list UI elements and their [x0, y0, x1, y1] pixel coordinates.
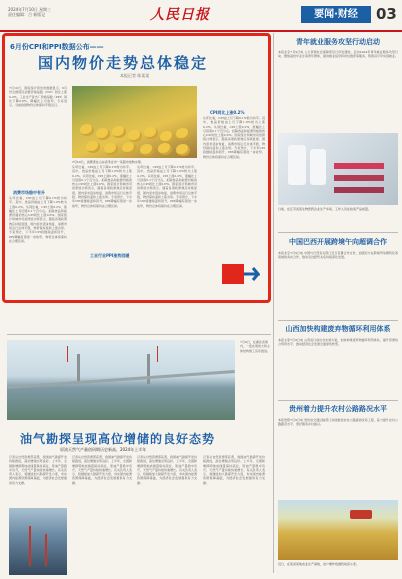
second-headline: 油气勘探呈现高位增储的良好态势 [20, 432, 216, 446]
lead-byline: 本报记者 陈某某 [120, 73, 150, 78]
fruit-market-photo [72, 86, 197, 158]
masthead-date [8, 7, 118, 17]
fruit-photo-caption: 7月10日，消费者在山东省枣庄市一家超市选购水果。 [72, 160, 144, 164]
newspaper-logo: 人民日报 [150, 7, 210, 23]
section-logo-icon [222, 262, 260, 286]
lead-body-col-2: 从环比看，CPI由上月下降0.1%转为持平。其中，食品价格由上月下降1.0%转为上涨0.2%。从同比看，CPI上涨0.2%，涨幅比上月回落0.1个百分点。扣除食品和能源价格的核心CPI同比上涨0.6%。国家统计局城市司首席统计师表示，随着各项政策效应持续显现，国内需求逐步恢复，消费市场运行总体平稳，物价保持温和上涨态势。专家预计，下半年CPI将继续温和回升，PPI降幅有望进一步收窄，物价总体将保持在合理区间。 [72, 165, 132, 208]
right-story-1 [278, 37, 398, 138]
masthead [0, 0, 402, 32]
right-story-1-headline: 青年就业服务攻坚行动启动 [296, 38, 380, 46]
page-number: 03 [376, 5, 397, 23]
divider [7, 334, 271, 335]
second-subhead: 原油天然气产量创同期历史新高，2024年上半年 [60, 447, 147, 452]
lead-body-col-4: 从环比看，CPI由上月下降0.1%转为持平。其中，食品价格由上月下降1.0%转为上涨0.2%。从同比看，CPI上涨0.2%，涨幅比上月回落0.1个百分点。扣除食品和能源价格的核心CPI同比上涨0.6%。国家统计局城市司首席统计师表示，随着各项政策效应持续显现，国内需求逐步恢复，消费市场运行总体平稳，物价保持温和上涨态势。专家预计，下半年CPI将继续温和回升，PPI降幅有望进一步收窄，物价总体将保持在合理区间。 [203, 116, 265, 159]
divider [278, 232, 398, 233]
lead-subhead-3: 工业行业PPI涨势回暖 [90, 253, 130, 258]
right-story-2 [278, 237, 398, 319]
right-story-3 [278, 324, 398, 402]
right-story-3-text: 本报太原7月9日电 山西省日前出台实施方案，加快构建废弃物循环利用体系，提升资源综合利用水平，推动经济社会发展全面绿色转型。 [278, 338, 398, 347]
right-story-4-headline: 贵州着力提升农村公路路况水平 [289, 405, 387, 413]
bridge-photo-caption: 7月9日，在湖北省境内，一座在建的大桥主体结构施工有序推进。 [240, 340, 271, 353]
right-story-2-headline: 中国巴西开展跨境午向超调合作 [289, 238, 387, 246]
harvest-photo-caption: 近日，在某省某地农业生产基地，农户操作收割机收获小麦。 [278, 562, 360, 566]
lab-worker-photo [278, 133, 398, 205]
second-body-col-1: 记者从自然资源部获悉，我国油气勘探开发持续推进，高位增储态势良好。上半年，全国新增探明地质储量保持高位，原油产量稳中有升，天然气产量持续快速增长。有关负责人表示，将继续加大勘探开发力度，夯实国内能源资源保障基础，为经济社会发展提供有力支撑。 [9, 455, 67, 485]
lead-body-col-3: 从环比看，CPI由上月下降0.1%转为持平。其中，食品价格由上月下降1.0%转为上涨0.2%。从同比看，CPI上涨0.2%，涨幅比上月回落0.1个百分点。扣除食品和能源价格的核心CPI同比上涨0.6%。国家统计局城市司首席统计师表示，随着各项政策效应持续显现，国内需求逐步恢复，消费市场运行总体平稳，物价保持温和上涨态势。专家预计，下半年CPI将继续温和回升，PPI降幅有望进一步收窄，物价总体将保持在合理区间。 [137, 165, 197, 208]
right-story-2-text: 本报北京7月9日电 中国与巴西有关部门近日签署合作文件，加强双方在跨境贸易便利化等领域的务实合作，推动双边经贸关系持续深化发展。 [278, 251, 398, 260]
lead-paragraph: 7月10日，国家统计局发布数据显示，6月份全国居民消费价格指数（CPI）同比上涨0.2%，工业生产者出厂价格指数（PPI）同比下降0.8%，降幅比上月收窄。专家表示，当前我国物价总体保持平稳运行。 [9, 86, 67, 108]
lead-subhead-2: CPI同比上涨0.2% [210, 110, 245, 115]
right-story-3-headline: 山西加快构建废弃物循环利用体系 [285, 325, 391, 333]
right-story-4-text: 本报贵阳7月9日电 贵州省交通运输部门持续推进农村公路提质改造工程，着力提升农村公路路况水平，更好服务乡村振兴。 [278, 418, 398, 427]
harvest-photo [278, 500, 398, 560]
editor-line: 责任编辑：吕 新版记 [8, 12, 46, 17]
lab-photo-caption: 日前，在江苏省某生物医药企业生产车间，工作人员在检查产品质量。 [278, 207, 372, 211]
lead-subhead-1: 消费市场稳中有升 [13, 190, 45, 195]
second-body-col-4: 记者从自然资源部获悉，我国油气勘探开发持续推进，高位增储态势良好。上半年，全国新增探明地质储量保持高位，原油产量稳中有升，天然气产量持续快速增长。有关负责人表示，将继续加大勘探开发力度，夯实国内能源资源保障基础，为经济社会发展提供有力支撑。 [203, 455, 265, 485]
divider [278, 400, 398, 401]
date-line: 2024年7月10日 星期三 [8, 7, 52, 12]
column-divider [273, 33, 274, 573]
lead-body-col-1: 从环比看，CPI由上月下降0.1%转为持平。其中，食品价格由上月下降1.0%转为上涨0.2%。从同比看，CPI上涨0.2%，涨幅比上月回落0.1个百分点。扣除食品和能源价格的核心CPI同比上涨0.6%。国家统计局城市司首席统计师表示，随着各项政策效应持续显现，国内需求逐步恢复，消费市场运行总体平稳，物价保持温和上涨态势。专家预计，下半年CPI将继续温和回升，PPI降幅有望进一步收窄，物价总体将保持在合理区间。 [9, 196, 67, 243]
oil-field-photo [9, 508, 67, 575]
right-story-1-text: 本报北京7月9日电 人力资源社会保障部近日印发通知，启动2024年青年就业服务攻坚行动，聚焦高校毕业生等青年群体，提供就业指导和岗位推荐等服务，帮助其尽早实现就业。 [278, 50, 398, 59]
bridge-construction-photo [7, 340, 235, 420]
section-title: 要闻·财经 [301, 6, 371, 23]
divider [278, 320, 398, 321]
lead-headline: 国内物价走势总体稳定 [38, 54, 209, 72]
second-body-col-3: 记者从自然资源部获悉，我国油气勘探开发持续推进，高位增储态势良好。上半年，全国新增探明地质储量保持高位，原油产量稳中有升，天然气产量持续快速增长。有关负责人表示，将继续加大勘探开发力度，夯实国内能源资源保障基础，为经济社会发展提供有力支撑。 [137, 455, 197, 485]
lead-kicker: 6月份CPI和PPI数据公布—— [10, 43, 104, 51]
right-story-4 [278, 404, 398, 500]
second-body-col-2: 记者从自然资源部获悉，我国油气勘探开发持续推进，高位增储态势良好。上半年，全国新增探明地质储量保持高位，原油产量稳中有升，天然气产量持续快速增长。有关负责人表示，将继续加大勘探开发力度，夯实国内能源资源保障基础，为经济社会发展提供有力支撑。 [72, 455, 132, 485]
